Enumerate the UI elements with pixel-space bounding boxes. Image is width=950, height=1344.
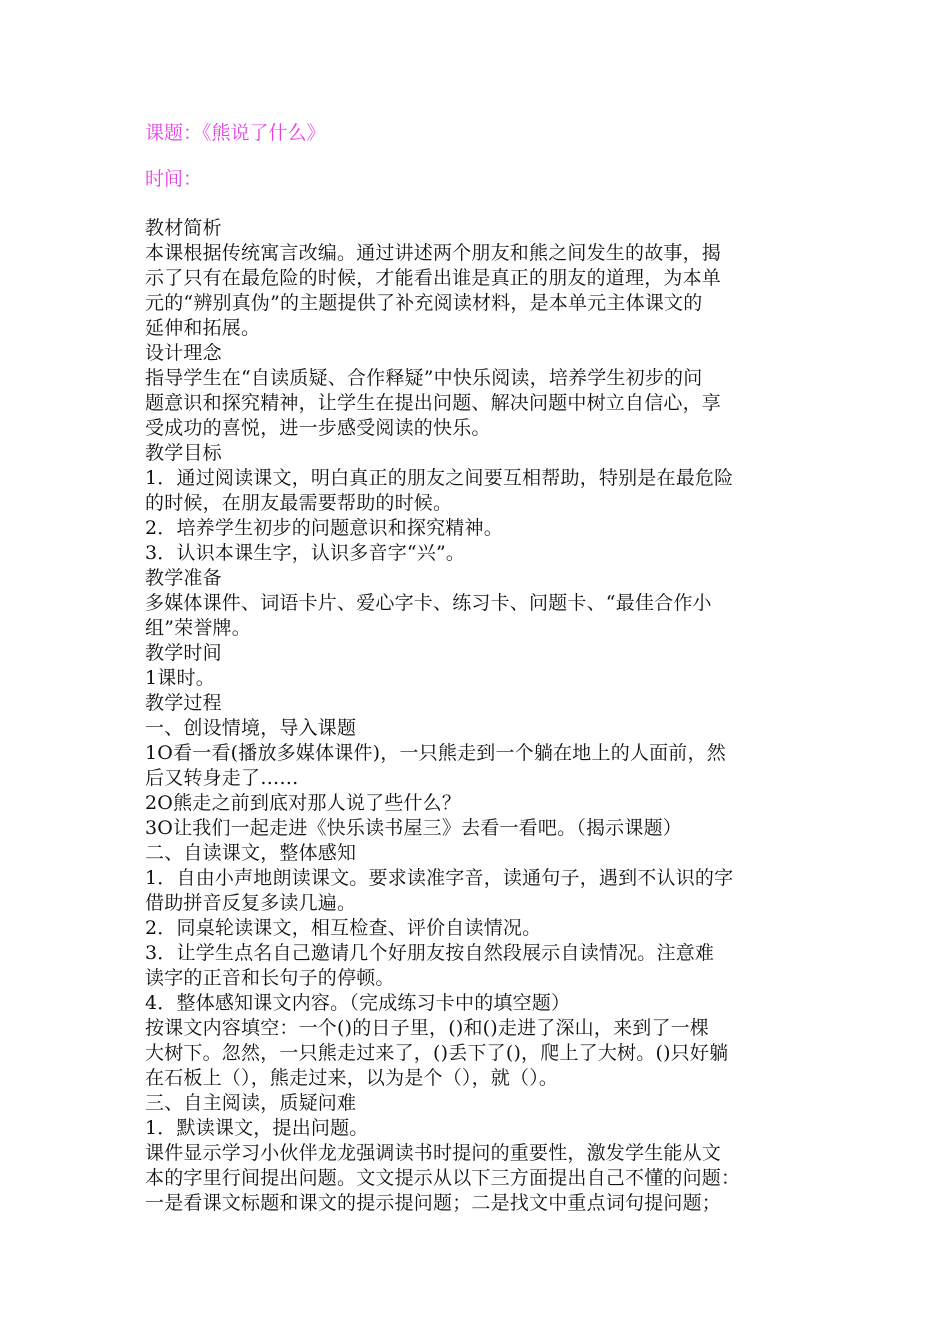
text-line: 2O熊走之前到底对那人说了些什么？ [145, 792, 462, 814]
text-line: 按课文内容填空：一个()的日子里，()和()走进了深山，来到了一棵 [145, 1017, 710, 1039]
text-line: 1．通过阅读课文，明白真正的朋友之间要互相帮助，特别是在最危险 [145, 467, 734, 489]
text-line: 本课根据传统寓言改编。通过讲述两个朋友和熊之间发生的故事，揭 [145, 242, 722, 264]
text-line: 大树下。忽然，一只熊走过来了，()丢下了()，爬上了大树。()只好躺 [145, 1042, 729, 1064]
text-line: 1O看一看(播放多媒体课件)，一只熊走到一个躺在地上的人面前，然 [145, 742, 726, 764]
text-line: 3．让学生点名自己邀请几个好朋友按自然段展示自读情况。注意难 [145, 942, 715, 964]
text-line: 一是看课文标题和课文的提示提问题；二是找文中重点词句提问题； [145, 1192, 722, 1214]
document-body [145, 216, 810, 1216]
text-line: 2．同桌轮读课文，相互检查、评价自读情况。 [145, 917, 542, 939]
subsection-heading: 三、自主阅读，质疑问难 [145, 1092, 357, 1114]
text-line: 4．整体感知课文内容。（完成练习卡中的填空题） [145, 992, 571, 1014]
section-heading: 教学时间 [145, 642, 222, 664]
subsection-heading: 一、创设情境，导入课题 [145, 717, 357, 739]
text-line: 受成功的喜悦，进一步感受阅读的快乐。 [145, 417, 491, 439]
text-line: 示了只有在最危险的时候，才能看出谁是真正的朋友的道理，为本单 [145, 267, 722, 289]
section-heading: 教学目标 [145, 442, 222, 464]
subsection-heading: 二、自读课文，整体感知 [145, 842, 357, 864]
section-heading: 教学准备 [145, 567, 222, 589]
section-heading: 教材简析 [145, 217, 222, 239]
section-heading: 设计理念 [145, 342, 222, 364]
text-line: 3．认识本课生字，认识多音字“兴”。 [145, 542, 466, 564]
text-line: 1．自由小声地朗读课文。要求读准字音，读通句子，遇到不认识的字 [145, 867, 734, 889]
text-line: 指导学生在“自读质疑、合作释疑”中快乐阅读，培养学生初步的问 [145, 367, 703, 389]
text-line: 后又转身走了…… [145, 767, 299, 789]
document-page [145, 120, 810, 1216]
text-line: 课件显示学习小伙伴龙龙强调读书时提问的重要性，激发学生能从文 [145, 1142, 722, 1164]
text-line: 本的字里行间提出问题。文文提示从以下三方面提出自己不懂的问题： [145, 1167, 741, 1189]
text-line: 1课时。 [145, 667, 215, 689]
text-line: 3O让我们一起走进《快乐读书屋三》去看一看吧。（揭示课题） [145, 817, 682, 839]
lesson-time: 时间： [145, 168, 203, 190]
text-line: 多媒体课件、词语卡片、爱心字卡、练习卡、问题卡、“最佳合作小 [145, 592, 712, 614]
lesson-title: 课题：《熊说了什么》 [145, 122, 326, 144]
text-line: 延伸和拓展。 [145, 317, 261, 339]
text-line: 1．默读课文，提出问题。 [145, 1117, 369, 1139]
text-line: 题意识和探究精神，让学生在提出问题、解决问题中树立自信心，享 [145, 392, 722, 414]
text-line: 2．培养学生初步的问题意识和探究精神。 [145, 517, 503, 539]
text-line: 的时候，在朋友最需要帮助的时候。 [145, 492, 453, 514]
text-line: 元的“辨别真伪”的主题提供了补充阅读材料，是本单元主体课文的 [145, 292, 703, 314]
text-line: 读字的正音和长句子的停顿。 [145, 967, 395, 989]
text-line: 组”荣誉牌。 [145, 617, 251, 639]
text-line: 借助拼音反复多读几遍。 [145, 892, 357, 914]
section-heading: 教学过程 [145, 692, 222, 714]
text-line: 在石板上（），熊走过来，以为是个（），就（）。 [145, 1067, 559, 1089]
